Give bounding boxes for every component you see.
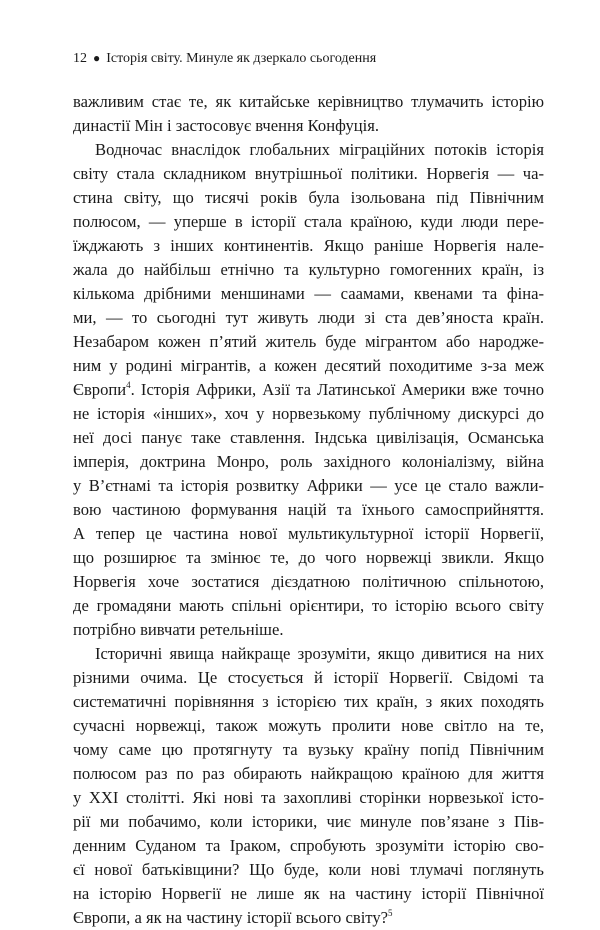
text-line: на історію Норвегії не лише як на частину історії Північної xyxy=(73,884,544,903)
text-line: кількома дрібними меншинами — саамами, квенами та фіна- xyxy=(73,284,544,303)
text-line: імперія, доктрина Монро, роль західного колоніалізму, війна xyxy=(73,452,544,471)
text-line: Історичні явища найкраще зрозуміти, якщо дивитися на них xyxy=(95,644,544,663)
text-line: полюсом раз по раз обирають найкращою країною для життя xyxy=(73,764,544,783)
page-number: 12 xyxy=(73,51,87,66)
text-line: неї досі панує таке ставлення. Індська цивілізація, Османська xyxy=(73,428,544,447)
text-fragment: . Історія Африки, Азії та Латинської Америки вже точно xyxy=(130,380,544,399)
text-line: де громадяни мають спільні орієнтири, то історію всього світу xyxy=(73,596,544,615)
text-line: Водночас внаслідок глобальних міграційних потоків історія xyxy=(95,140,544,159)
text-fragment: Європи, а як на частину історії всього світу? xyxy=(73,908,389,927)
text-line: єї нової батьківщини? Що буде, коли нові тлумачі поглянуть xyxy=(73,860,544,879)
text-line: рії ми побачимо, коли історики, чиє минуле пов’язане з Пів- xyxy=(73,812,544,831)
text-line: А тепер це частина нової мультикультурної історії Норвегії, xyxy=(73,524,544,543)
text-line: у XXI столітті. Які нові та захопливі сторінки норвезької істо- xyxy=(73,788,544,807)
text-line: денним Суданом та Іраком, спробують зрозуміти історію сво- xyxy=(73,836,544,855)
text-line: стина світу, що тисячі років була ізольована під Північним xyxy=(73,188,544,207)
text-line: сучасні норвежці, також можуть пролити нове світло на те, xyxy=(73,716,544,735)
text-line: Незабаром кожен п’ятий житель буде мігрантом або народже- xyxy=(73,332,544,351)
text-line: різними очима. Це стосується й історії Норвегії. Свідомі та xyxy=(73,668,544,687)
text-line: чому саме цю протягнуту та вузьку країну попід Північним xyxy=(73,740,544,759)
text-line: не історія «інших», хоч у норвезькому публічному дискурсі до xyxy=(73,404,544,423)
text-line: ним у родині мігрантів, а кожен десятий походитиме з-за меж xyxy=(73,356,544,375)
text-fragment: Європи xyxy=(73,380,127,399)
text-line: вою частиною формування націй та їхнього самосприйняття. xyxy=(73,500,544,519)
text-line xyxy=(73,378,544,402)
footnote-ref: 4 xyxy=(126,380,131,390)
text-line: потрібно вивчати ретельніше. xyxy=(73,620,284,639)
text-line: світу стала складником внутрішньої політики. Норвегія — ча- xyxy=(73,164,544,183)
running-header xyxy=(73,49,376,68)
text-line: їжджають з інших континентів. Якщо раніше Норвегія нале- xyxy=(73,236,544,255)
running-title: Історія світу. Минуле як дзеркало сьогодення xyxy=(106,51,377,66)
text-line: жала до найбільш етнічно та культурно гомогенних країн, із xyxy=(73,260,544,279)
header-bullet: ● xyxy=(93,51,101,65)
text-line: систематичні порівняння з історією тих країн, з яких походять xyxy=(73,692,544,711)
text-line: ми, — то сьогодні тут живуть люди зі ста дев’яноста країн. xyxy=(73,308,544,327)
footnote-ref: 5 xyxy=(388,908,393,918)
text-line: Норвегія хоче зостатися дієздатною політичною спільнотою, xyxy=(73,572,544,591)
text-line: важливим стає те, як китайське керівництво тлумачить історію xyxy=(73,92,544,111)
text-line: династії Мін і застосовує вчення Конфуція. xyxy=(73,116,380,135)
text-line: що розширює та змінює те, до чого норвежці звикли. Якщо xyxy=(73,548,544,567)
text-line: полюсом, — уперше в історії стала країною, куди люди пере- xyxy=(73,212,544,231)
text-line: у В’єтнамі та історія розвитку Африки — усе це стало важли- xyxy=(73,476,544,495)
text-line xyxy=(73,906,544,930)
